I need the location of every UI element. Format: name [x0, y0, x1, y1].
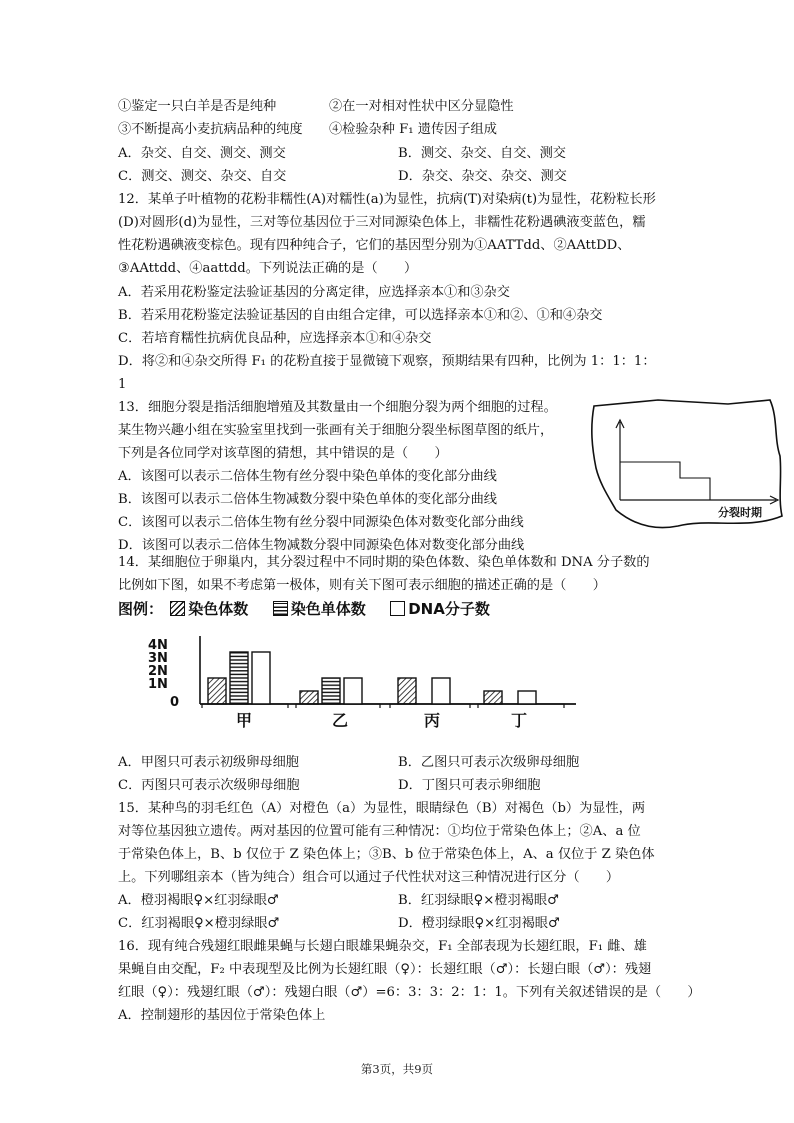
- category-label-jia: 甲: [236, 711, 253, 730]
- category-label-ding: 丁: [511, 711, 528, 730]
- q12-stem-line-3: 性花粉遇碘液变棕色。现有四种纯合子，它们的基因型分别为①AATTdd、②AAttDD、: [118, 238, 631, 253]
- q14-option-b: B．乙图只可表示次级卵母细胞: [398, 755, 580, 770]
- q12-option-c: C．若培育糯性抗病优良品种，应选择亲本①和④杂交: [118, 331, 432, 346]
- x-axis-label: 分裂时期: [718, 506, 762, 519]
- bar-chromosome-2: [300, 691, 318, 704]
- q15-option-d: D．橙羽绿眼♀×红羽褐眼♂: [398, 916, 560, 931]
- q12-option-a: A．若采用花粉鉴定法验证基因的分离定律，应选择亲本①和③杂交: [118, 285, 510, 300]
- q14-option-a: A．甲图只可表示初级卵母细胞: [118, 755, 299, 770]
- y-tick-3n: 3N: [148, 651, 168, 666]
- q16-stem-line-1: 16．现有纯合残翅红眼雌果蝇与长翅白眼雄果蝇杂交，F₁ 全部表现为长翅红眼，F₁ 雌、雄: [118, 939, 647, 954]
- y-tick-4n: 4N: [148, 638, 168, 653]
- q11-option-b: B．测交、杂交、自交、测交: [398, 146, 566, 161]
- q15-stem-line-4: 上。下列哪组亲本（皆为纯合）组合可以通过子代性状对这三种情况进行区分（ ）: [118, 870, 620, 885]
- q15-stem-line-3: 于常染色体上，B、b 仅位于 Z 染色体上；③B、b 位于常染色体上，A、a 仅位于 Z 染色体: [118, 847, 655, 862]
- y-tick-1n: 1N: [148, 677, 168, 692]
- q15-stem-line-1: 15．某种鸟的羽毛红色（A）对橙色（a）为显性，眼睛绿色（B）对褐色（b）为显性，两: [118, 801, 646, 816]
- q11-option-d: D．杂交、杂交、杂交、测交: [398, 169, 567, 184]
- q13-torn-paper-figure: [588, 398, 784, 532]
- q12-option-b: B．若采用花粉鉴定法验证基因的自由组合定律，可以选择亲本①和②、①和④杂交: [118, 308, 603, 323]
- q14-stem-line-1: 14．某细胞位于卵巢内，其分裂过程中不同时期的染色体数、染色单体数和 DNA 分子数的: [118, 555, 650, 570]
- q15-option-c: C．红羽褐眼♀×橙羽绿眼♂: [118, 916, 280, 931]
- legend-title: 图例：: [118, 600, 164, 618]
- q12-option-d: D．将②和④杂交所得 F₁ 的花粉直接于显微镜下观察，预期结果有四种，比例为 1：1：1：: [118, 354, 656, 369]
- q13-option-a: A．该图可以表示二倍体生物有丝分裂中染色单体的变化部分曲线: [118, 469, 497, 484]
- q11-statements-line-2: ③不断提高小麦抗病品种的纯度 ④检验杂种 F₁ 遗传因子组成: [118, 122, 497, 137]
- bar-plot-area: [118, 598, 678, 736]
- bar-chromosome-3: [398, 678, 416, 704]
- legend-label-chromatid: 染色单体数: [290, 600, 366, 618]
- bar-chromosome-4: [484, 691, 502, 704]
- q12-option-d-cont: 1: [118, 377, 127, 392]
- bar-chromatid-1: [230, 652, 248, 704]
- q14-option-c: C．丙图只可表示次级卵母细胞: [118, 778, 300, 793]
- bar-chromosome-1: [208, 678, 226, 704]
- bar-chromatid-2: [322, 678, 340, 704]
- bar-dna-1: [252, 652, 270, 704]
- q12-stem-line-1: 12．某单子叶植物的花粉非糯性(A)对糯性(a)为显性，抗病(T)对染病(t)为显性，花粉粒长形: [118, 192, 656, 207]
- q14-bar-chart: [118, 598, 678, 736]
- q15-option-b: B．红羽绿眼♀×橙羽褐眼♂: [398, 893, 559, 908]
- q16-stem-line-3: 红眼（♀）：残翅红眼（♂）：残翅白眼（♂）=6：3：3：2：1：1。下列有关叙述错误的是（ ）: [118, 985, 701, 1000]
- q13-stem-line-1: 13．细胞分裂是指活细胞增殖及其数量由一个细胞分裂为两个细胞的过程。: [118, 400, 557, 415]
- q12-stem-line-4: ③AAttdd、④aattdd。下列说法正确的是（ ）: [118, 261, 418, 276]
- q16-option-a: A．控制翅形的基因位于常染色体上: [118, 1008, 326, 1023]
- q15-stem-line-2: 对等位基因独立遗传。两对基因的位置可能有三种情况：①均位于常染色体上；②A、a 位: [118, 824, 641, 839]
- q15-option-a: A．橙羽褐眼♀×红羽绿眼♂: [118, 893, 279, 908]
- q14-option-d: D．丁图只可表示卵细胞: [398, 778, 541, 793]
- y-tick-0: 0: [170, 695, 180, 710]
- bar-dna-3: [432, 678, 450, 704]
- y-tick-2n: 2N: [148, 664, 168, 679]
- q11-option-c: C．测交、测交、杂交、自交: [118, 169, 287, 184]
- bar-dna-4: [518, 691, 536, 704]
- q16-stem-line-2: 果蝇自由交配，F₂ 中表现型及比例为长翅红眼（♀）：长翅红眼（♂）：长翅白眼（♂）：残翅: [118, 962, 652, 977]
- q13-option-d: D．该图可以表示二倍体生物减数分裂中同源染色体对数变化部分曲线: [118, 538, 525, 553]
- bar-dna-2: [344, 678, 362, 704]
- page-footer: 第3页，共9页: [360, 1062, 434, 1076]
- category-label-yi: 乙: [332, 711, 349, 730]
- q13-stem-line-3: 下列是各位同学对该草图的猜想，其中错误的是（ ）: [118, 446, 448, 461]
- legend-label-dna: DNA分子数: [408, 600, 490, 618]
- q13-option-b: B．该图可以表示二倍体生物减数分裂中染色单体的变化部分曲线: [118, 492, 497, 507]
- q11-option-a: A．杂交、自交、测交、测交: [118, 146, 286, 161]
- q13-stem-line-2: 某生物兴趣小组在实验室里找到一张画有关于细胞分裂坐标图草图的纸片，: [118, 423, 554, 438]
- q14-stem-line-2: 比例如下图，如果不考虑第一极体，则有关下图可表示细胞的描述正确的是（ ）: [118, 578, 606, 593]
- category-label-bing: 丙: [424, 711, 441, 730]
- q12-stem-line-2: (D)对圆形(d)为显性，三对等位基因位于三对同源染色体上，非糯性花粉遇碘液变蓝色，糯: [118, 215, 646, 230]
- legend-label-chromosome: 染色体数: [188, 600, 249, 618]
- q11-statements-line-1: ①鉴定一只白羊是否是纯种 ②在一对相对性状中区分显隐性: [118, 99, 514, 114]
- q13-option-c: C．该图可以表示二倍体生物有丝分裂中同源染色体对数变化部分曲线: [118, 515, 524, 530]
